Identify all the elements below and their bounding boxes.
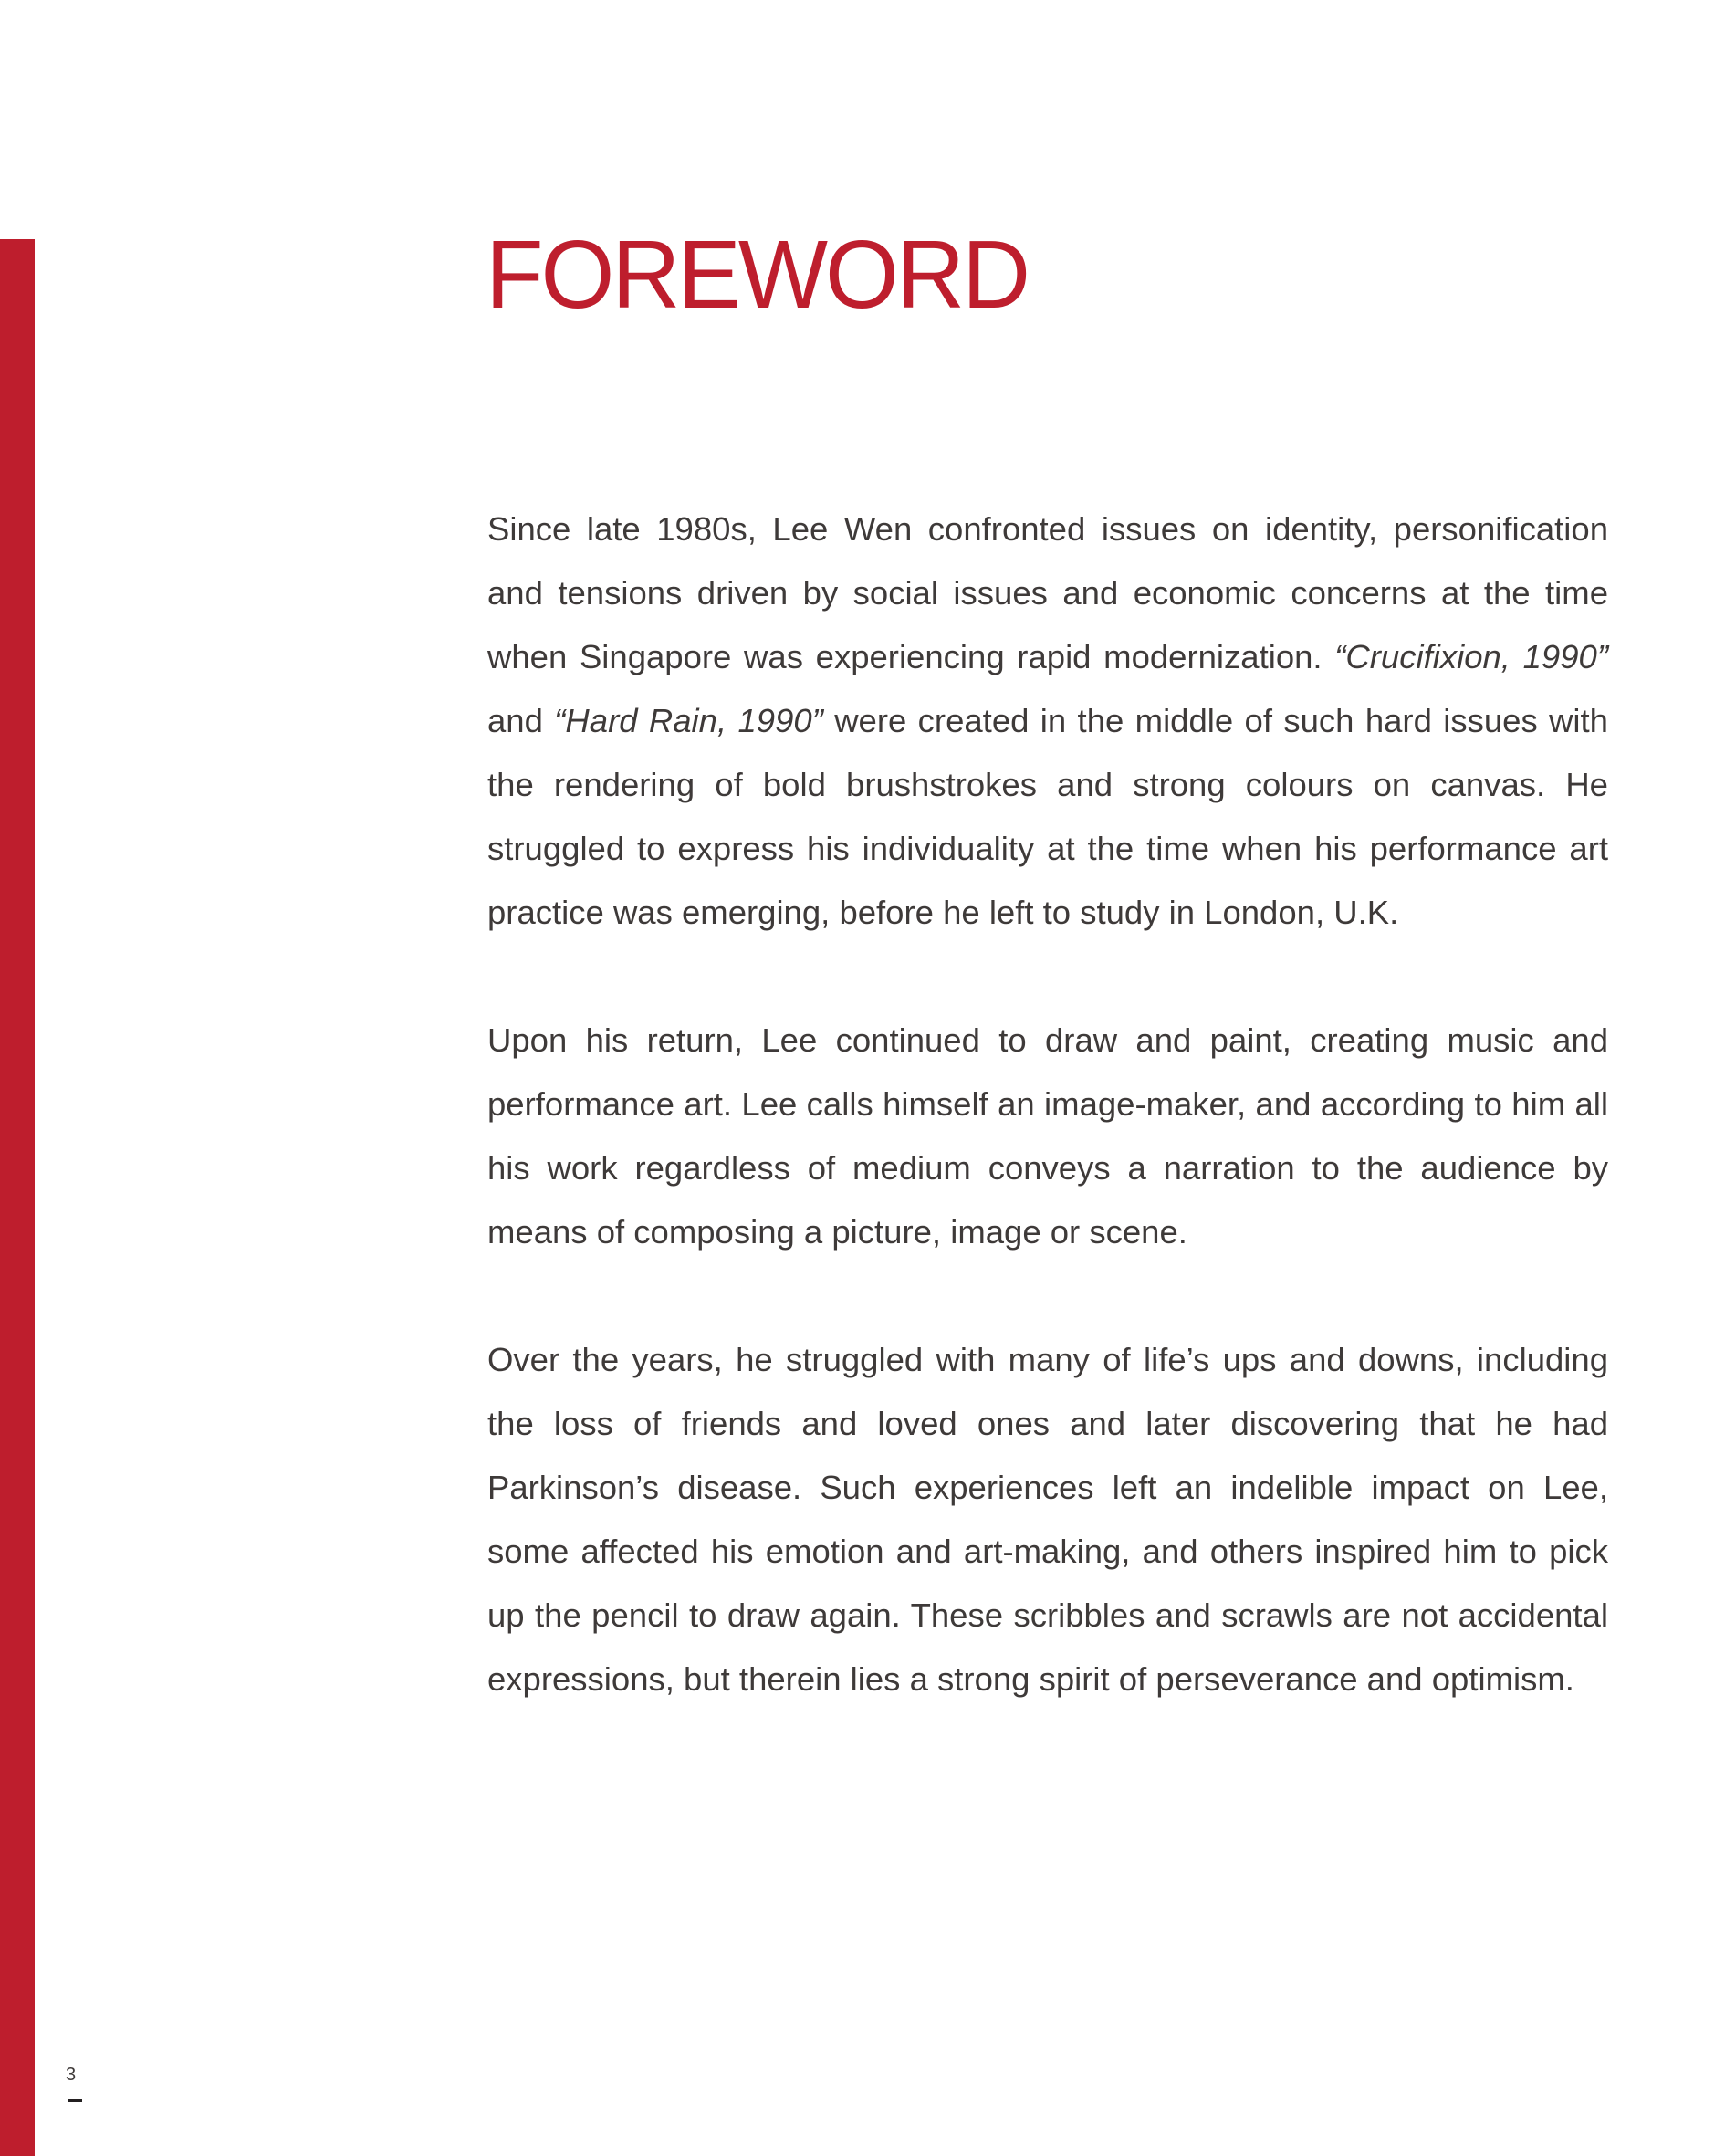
paragraph-3: Over the years, he struggled with many of life’s ups and downs, including the loss of friends and loved ones and later discovering that he had Parkinson’s disease. Such experiences left an indelible impact on Lee, some affected his emotion and art-making, and others inspired him to pick up the pencil to draw again. These scribbles and scrawls are not accidental expressions, but therein lies a strong spirit of perseverance and optimism. [487,1341,1608,1698]
paragraph-2: Upon his return, Lee continued to draw and paint, creating music and performance art. Lee calls himself an image-maker, and according to him all his work regardless of medium conveys a narration to the audience by means of composing a picture, image or scene. [487,1021,1608,1251]
red-side-bar [0,239,35,2156]
page-title: FOREWORD [486,221,1029,330]
paragraph-1 [487,497,1608,945]
page-number: 3 [66,2065,77,2085]
foreword-body [487,497,1608,1775]
artwork-title-crucifixion: “Crucifixion, 1990” [1334,638,1608,675]
paragraph-1-text-b: and [487,702,555,739]
artwork-title-hard-rain: “Hard Rain, 1990” [554,702,823,739]
paragraph-1-text-a: Since late 1980s, Lee Wen confronted issues on identity, personification and tensions driven by social issues and economic concerns at the time when Singapore was experiencing rapid modernization. [487,510,1608,675]
paragraph-1-text-c: were created in the middle of such hard issues with the rendering of bold brushstrokes and strong colours on canvas. He struggled to express his individuality at the time when his performance art practice was emerging, before he left to study in London, U.K. [487,702,1608,931]
page-number-rule [68,2099,82,2102]
